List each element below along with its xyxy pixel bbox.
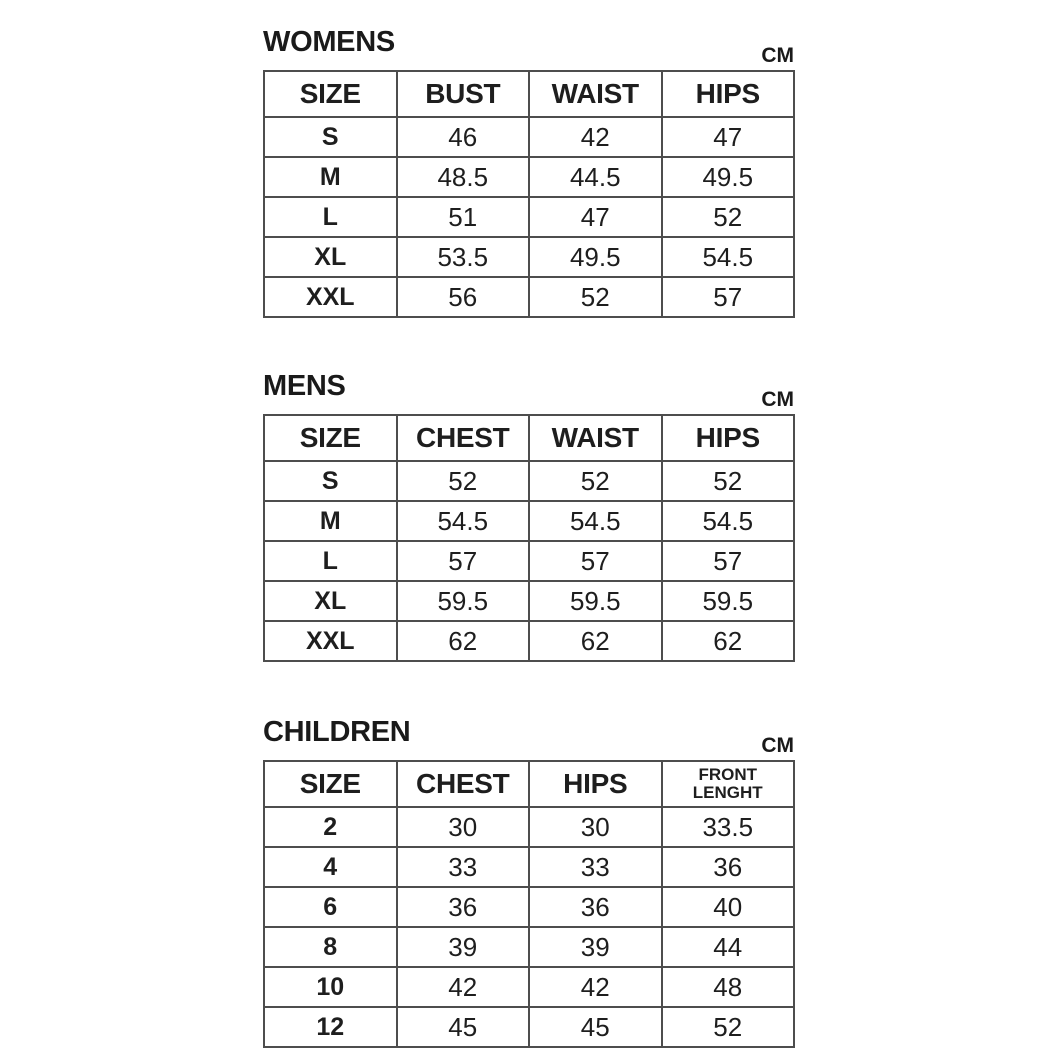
measurement-cell: 51 (397, 197, 530, 237)
measurement-cell: 33 (529, 847, 662, 887)
measurement-cell: 54.5 (529, 501, 662, 541)
table-row (264, 967, 794, 1007)
size-label: 10 (264, 967, 397, 1007)
column-header: CHEST (397, 415, 530, 461)
table-row (264, 581, 794, 621)
size-label: 6 (264, 887, 397, 927)
section-title-mens: MENS (263, 370, 346, 402)
measurement-cell: 62 (529, 621, 662, 661)
measurement-cell: 59.5 (529, 581, 662, 621)
measurement-cell: 33 (397, 847, 530, 887)
section-header (263, 716, 795, 760)
measurement-cell: 44 (662, 927, 795, 967)
column-header: CHEST (397, 761, 530, 807)
column-header: WAIST (529, 71, 662, 117)
section-children (263, 716, 795, 1048)
measurement-cell: 36 (662, 847, 795, 887)
measurement-cell: 52 (529, 277, 662, 317)
mens-size-table (263, 414, 795, 662)
measurement-cell: 56 (397, 277, 530, 317)
size-label: 8 (264, 927, 397, 967)
column-header: SIZE (264, 71, 397, 117)
unit-label-cm: CM (761, 388, 794, 411)
column-header: FRONT LENGHT (662, 761, 795, 807)
table-body (264, 461, 794, 661)
section-womens (263, 26, 795, 318)
section-title-children: CHILDREN (263, 716, 411, 748)
measurement-cell: 39 (529, 927, 662, 967)
measurement-cell: 52 (662, 461, 795, 501)
table-row (264, 621, 794, 661)
measurement-cell: 36 (529, 887, 662, 927)
table-row (264, 887, 794, 927)
table-row (264, 807, 794, 847)
measurement-cell: 45 (529, 1007, 662, 1047)
size-label: L (264, 541, 397, 581)
children-size-table (263, 760, 795, 1048)
measurement-cell: 33.5 (662, 807, 795, 847)
size-label: XL (264, 237, 397, 277)
measurement-cell: 62 (662, 621, 795, 661)
section-title-womens: WOMENS (263, 26, 395, 58)
measurement-cell: 57 (662, 277, 795, 317)
table-header (264, 761, 794, 807)
table-row (264, 541, 794, 581)
measurement-cell: 57 (529, 541, 662, 581)
table-row (264, 197, 794, 237)
column-header: WAIST (529, 415, 662, 461)
measurement-cell: 42 (529, 117, 662, 157)
measurement-cell: 59.5 (397, 581, 530, 621)
header-row (264, 415, 794, 461)
measurement-cell: 52 (662, 1007, 795, 1047)
table-body (264, 807, 794, 1047)
measurement-cell: 30 (529, 807, 662, 847)
table-row (264, 237, 794, 277)
size-label: XXL (264, 277, 397, 317)
measurement-cell: 54.5 (397, 501, 530, 541)
size-label: 12 (264, 1007, 397, 1047)
unit-label-cm: CM (761, 44, 794, 67)
measurement-cell: 57 (397, 541, 530, 581)
measurement-cell: 47 (662, 117, 795, 157)
column-header: HIPS (529, 761, 662, 807)
measurement-cell: 45 (397, 1007, 530, 1047)
measurement-cell: 30 (397, 807, 530, 847)
column-header: SIZE (264, 415, 397, 461)
section-header (263, 370, 795, 414)
size-label: 4 (264, 847, 397, 887)
measurement-cell: 57 (662, 541, 795, 581)
measurement-cell: 42 (529, 967, 662, 1007)
table-row (264, 277, 794, 317)
measurement-cell: 47 (529, 197, 662, 237)
measurement-cell: 59.5 (662, 581, 795, 621)
measurement-cell: 40 (662, 887, 795, 927)
measurement-cell: 54.5 (662, 237, 795, 277)
column-header: SIZE (264, 761, 397, 807)
measurement-cell: 48.5 (397, 157, 530, 197)
size-label: XL (264, 581, 397, 621)
header-row (264, 71, 794, 117)
size-label: L (264, 197, 397, 237)
measurement-cell: 46 (397, 117, 530, 157)
size-label: 2 (264, 807, 397, 847)
size-label: S (264, 461, 397, 501)
measurement-cell: 49.5 (662, 157, 795, 197)
table-row (264, 847, 794, 887)
table-row (264, 927, 794, 967)
table-row (264, 157, 794, 197)
measurement-cell: 52 (397, 461, 530, 501)
size-label: S (264, 117, 397, 157)
measurement-cell: 39 (397, 927, 530, 967)
column-header: HIPS (662, 71, 795, 117)
measurement-cell: 62 (397, 621, 530, 661)
measurement-cell: 36 (397, 887, 530, 927)
measurement-cell: 48 (662, 967, 795, 1007)
size-label: M (264, 157, 397, 197)
table-row (264, 461, 794, 501)
section-header (263, 26, 795, 70)
table-row (264, 1007, 794, 1047)
measurement-cell: 52 (662, 197, 795, 237)
measurement-cell: 42 (397, 967, 530, 1007)
unit-label-cm: CM (761, 734, 794, 757)
measurement-cell: 52 (529, 461, 662, 501)
column-header: HIPS (662, 415, 795, 461)
measurement-cell: 53.5 (397, 237, 530, 277)
section-mens (263, 370, 795, 662)
table-row (264, 117, 794, 157)
measurement-cell: 44.5 (529, 157, 662, 197)
table-row (264, 501, 794, 541)
measurement-cell: 49.5 (529, 237, 662, 277)
measurement-cell: 54.5 (662, 501, 795, 541)
table-header (264, 415, 794, 461)
size-label: M (264, 501, 397, 541)
table-body (264, 117, 794, 317)
size-label: XXL (264, 621, 397, 661)
column-header: BUST (397, 71, 530, 117)
header-row (264, 761, 794, 807)
table-header (264, 71, 794, 117)
womens-size-table (263, 70, 795, 318)
